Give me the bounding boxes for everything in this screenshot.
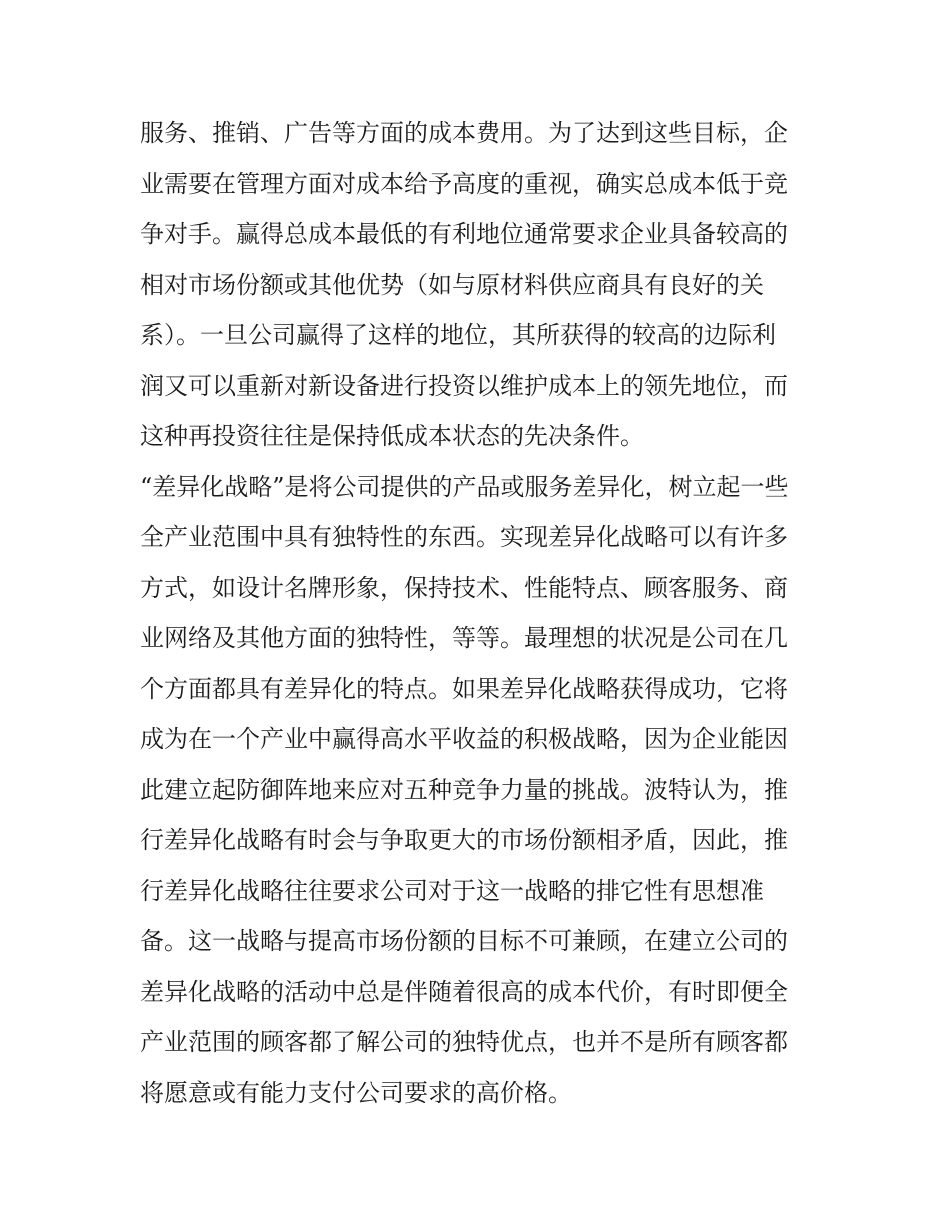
text-line: 业网络及其他方面的独特性，等等。最理想的状况是公司在几	[140, 624, 788, 652]
text-line: 此建立起防御阵地来应对五种竞争力量的挑战。波特认为，推	[140, 775, 788, 804]
text-line: 将愿意或有能力支付公司要求的高价格。	[140, 1078, 572, 1107]
text-line: “差异化战略”是将公司提供的产品或服务差异化，树立起一些	[140, 472, 789, 501]
text-line: 产业范围的顾客都了解公司的独特优点，也并不是所有顾客都	[140, 1028, 788, 1056]
text-line: 服务、推销、广告等方面的成本费用。为了达到这些目标，企	[140, 119, 788, 147]
text-line: 备。这一战略与提高市场份额的目标不可兼顾，在建立公司的	[140, 927, 788, 955]
text-line: 个方面都具有差异化的特点。如果差异化战略获得成功，它将	[140, 674, 788, 703]
body-text	[140, 108, 820, 1118]
text-line: 润又可以重新对新设备进行投资以维护成本上的领先地位，而	[140, 371, 788, 400]
text-line: 行差异化战略有时会与争取更大的市场份额相矛盾，因此，推	[140, 826, 788, 854]
text-line: 成为在一个产业中赢得高水平收益的积极战略，因为企业能因	[140, 725, 788, 753]
text-line: 方式，如设计名牌形象，保持技术、性能特点、顾客服务、商	[140, 573, 788, 602]
text-line: 行差异化战略往往要求公司对于这一战略的排它性有思想准	[140, 876, 764, 905]
text-line: 业需要在管理方面对成本给予高度的重视，确实总成本低于竞	[140, 169, 788, 198]
text-line: 这种再投资往往是保持低成本状态的先决条件。	[140, 422, 644, 450]
text-line: 系）。一旦公司赢得了这样的地位，其所获得的较高的边际利	[140, 321, 776, 349]
text-line: 相对市场份额或其他优势（如与原材料供应商具有良好的关	[140, 270, 764, 299]
text-line: 全产业范围中具有独特性的东西。实现差异化战略可以有许多	[140, 523, 788, 551]
text-line: 争对手。赢得总成本最低的有利地位通常要求企业具备较高的	[140, 220, 788, 248]
text-line: 差异化战略的活动中总是伴随着很高的成本代价，有时即便全	[140, 977, 788, 1006]
